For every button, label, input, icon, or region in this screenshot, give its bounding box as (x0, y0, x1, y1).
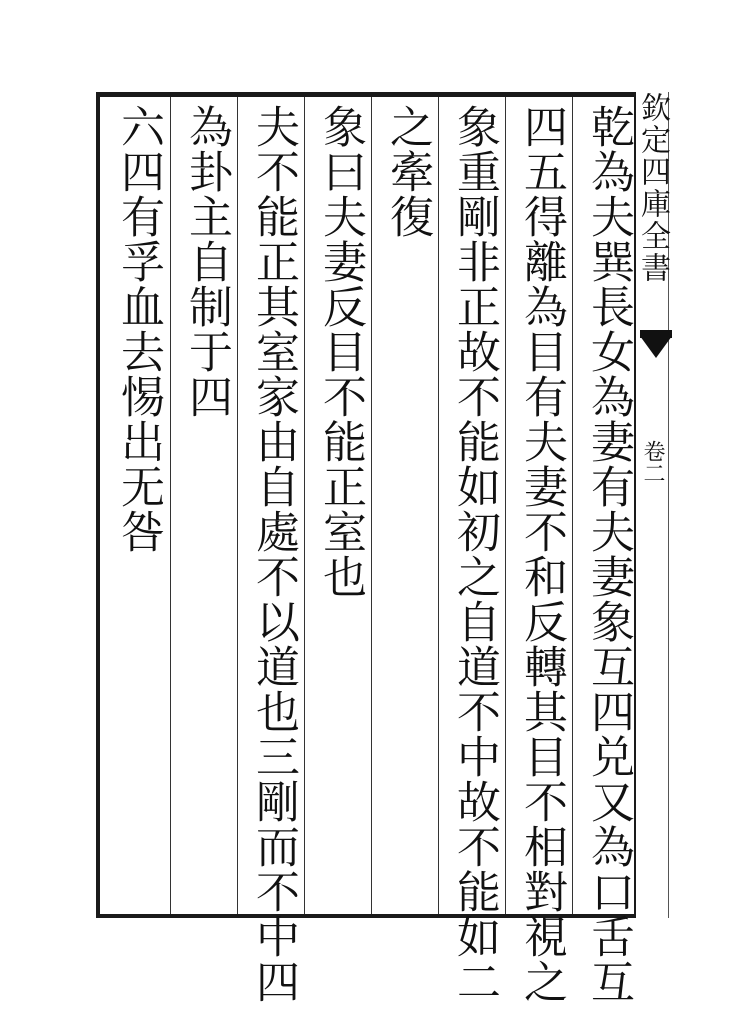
column-divider (572, 97, 573, 914)
text-column-3: 象重剛非正故不能如初之自道不中故不能如二 (449, 104, 500, 1004)
column-divider (304, 97, 305, 914)
text-column-7: 為卦主自制于四 (181, 104, 232, 419)
text-column-8: 六四有孚血去惕出无咎 (113, 104, 164, 554)
column-divider (237, 97, 238, 914)
text-column-4: 之牽復 (382, 104, 433, 239)
text-column-5: 象曰夫妻反目不能正室也 (315, 104, 366, 599)
column-divider (505, 97, 506, 914)
column-divider (438, 97, 439, 914)
text-column-1: 乾為夫巽長女為妻有夫妻象互四兑又為口舌互 (583, 104, 634, 1004)
text-column-6: 夫不能正其室家由自處不以道也三剛而不中四 (248, 104, 299, 1004)
margin-book-title: 欽定四庫全書 (635, 92, 670, 284)
column-divider (371, 97, 372, 914)
text-column-2: 四五得離為目有夫妻不和反轉其目不相對視之 (516, 104, 567, 1004)
fishtail-mark (640, 336, 672, 358)
margin-volume: 卷二 (640, 440, 665, 484)
column-divider (170, 97, 171, 914)
